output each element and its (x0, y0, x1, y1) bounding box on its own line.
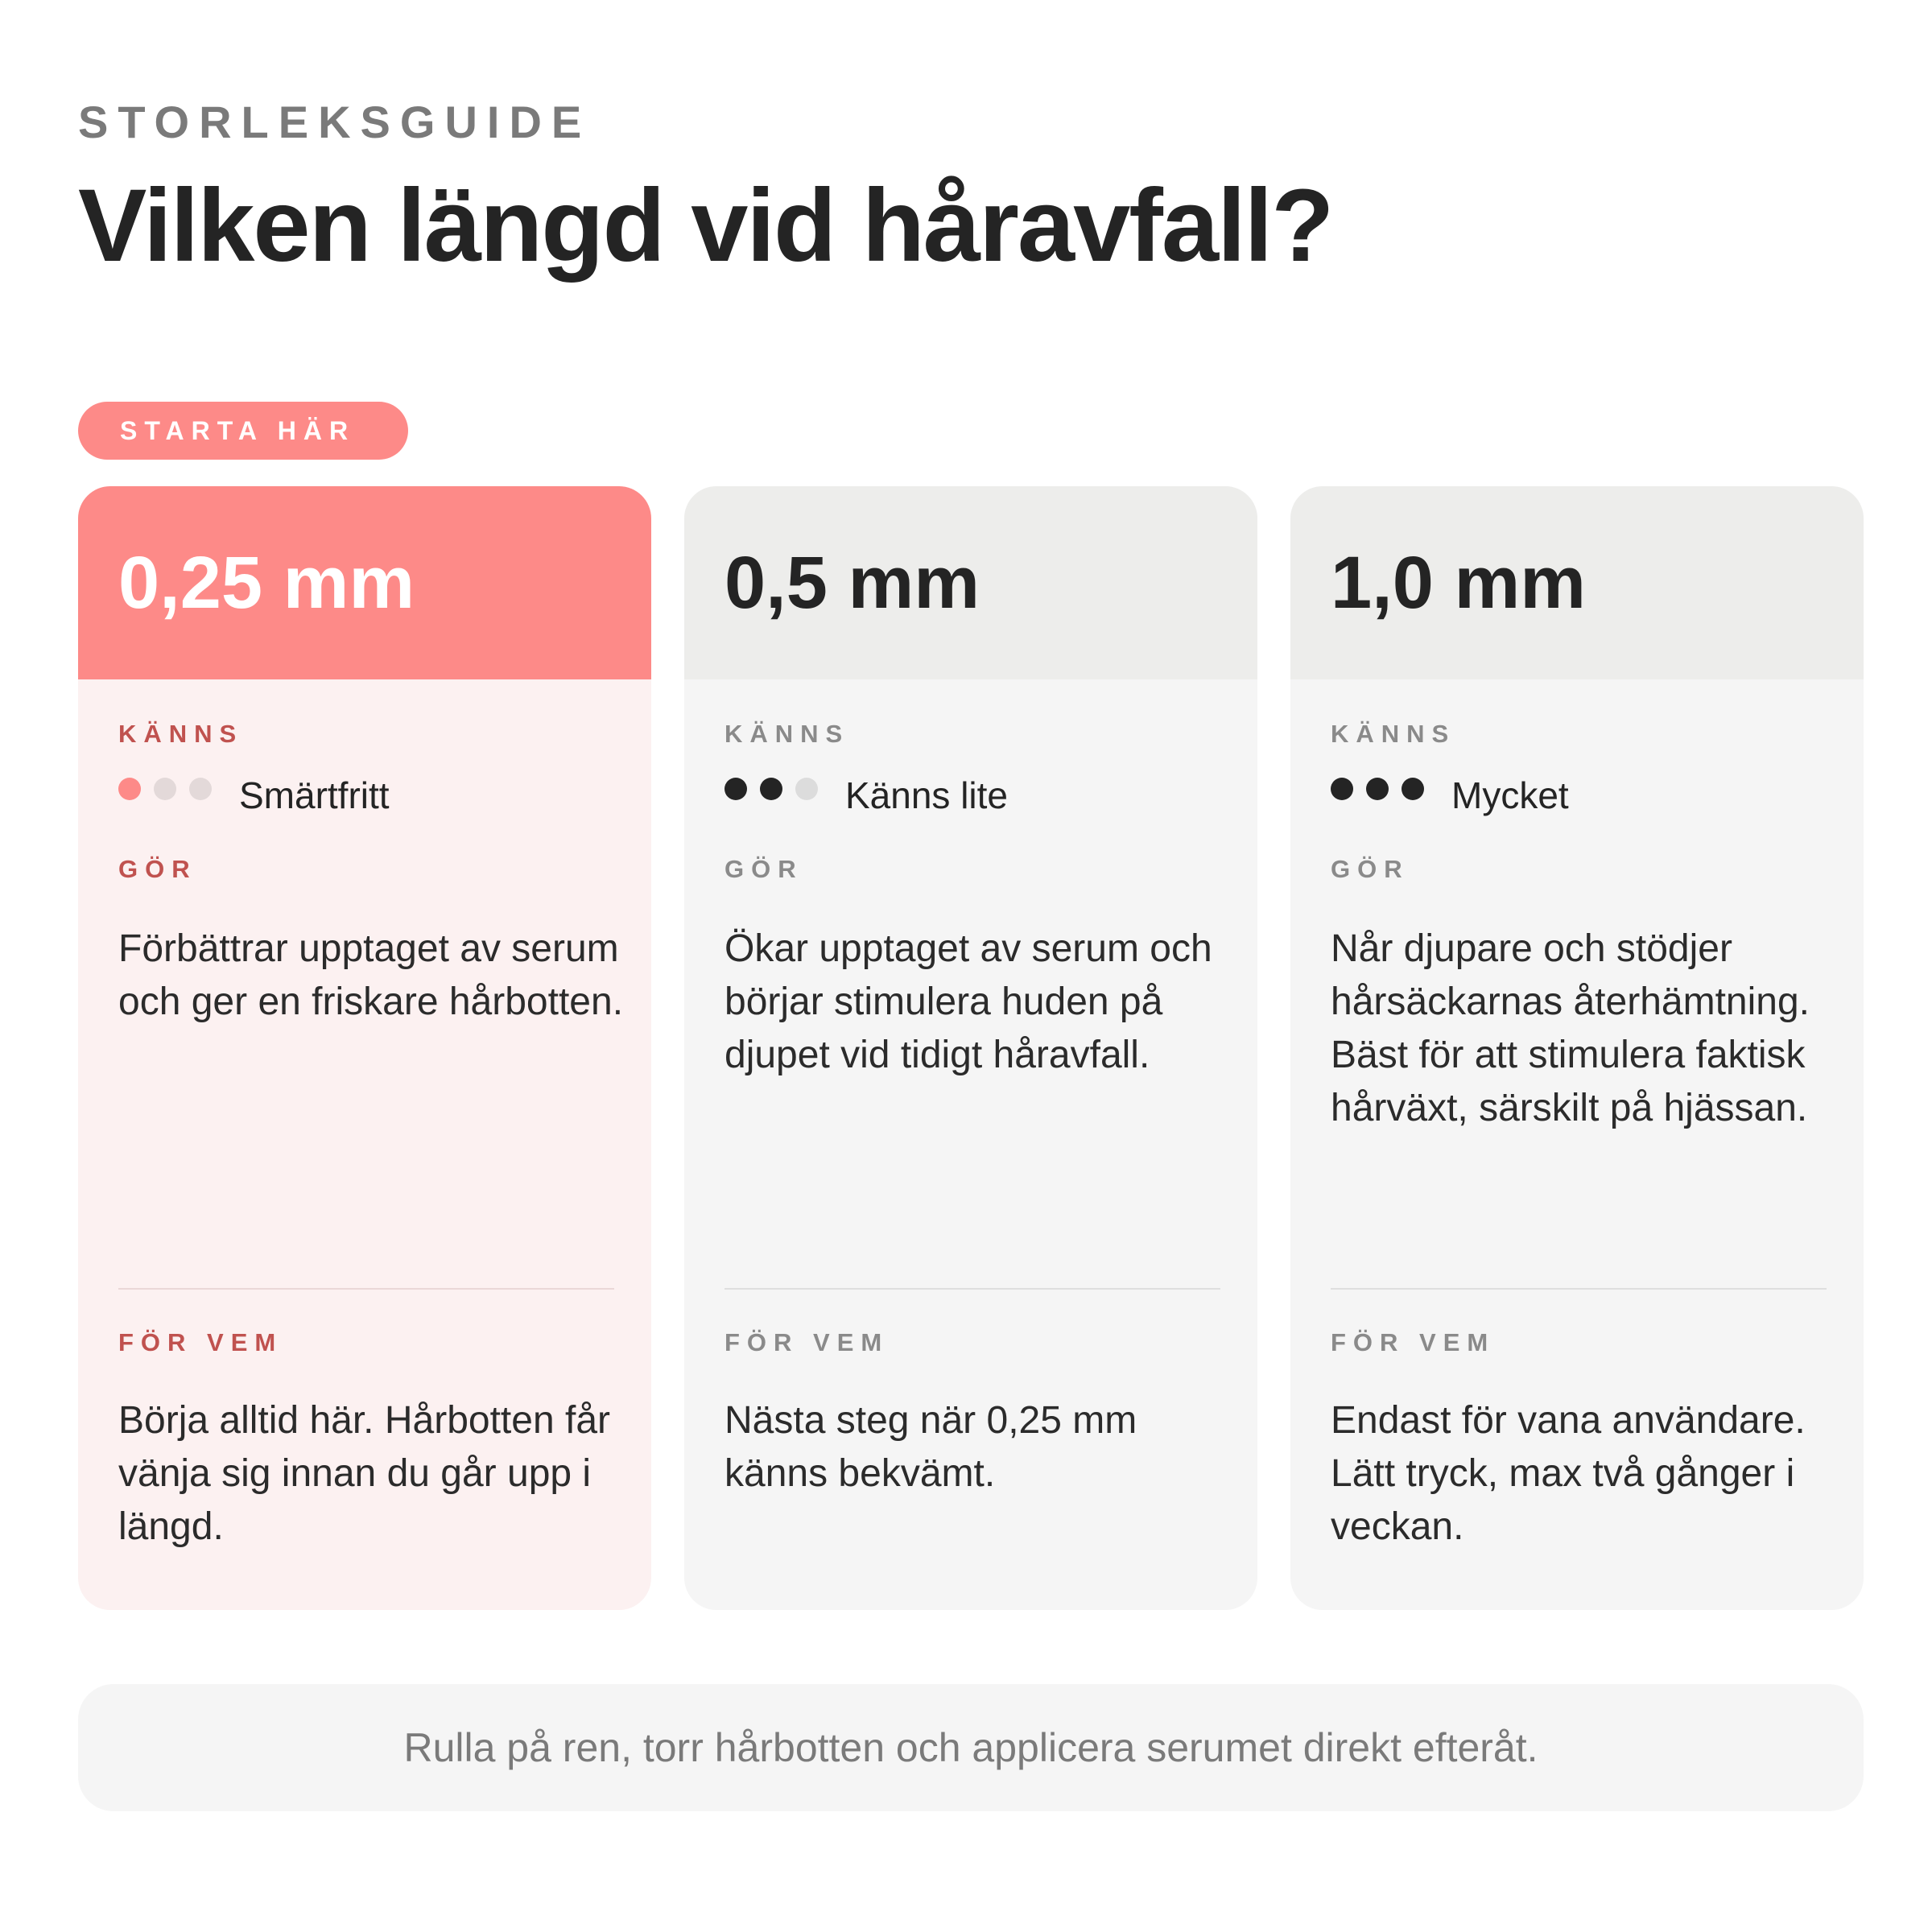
page-title: Vilken längd vid håravfall? (78, 168, 1333, 283)
for-whom-description: Börja alltid här. Hårbotten får vänja sig innan du går upp i längd. (118, 1399, 610, 1548)
usage-tip: Rulla på ren, torr hårbotten och applicera serumet direkt efteråt. (78, 1684, 1864, 1811)
intensity-dot (189, 778, 212, 800)
intensity-indicator (118, 778, 225, 800)
needle-length: 1,0 mm (1331, 541, 1587, 624)
for-whom-description: Endast för vana användare. Lätt tryck, max två gånger i veckan. (1331, 1399, 1806, 1548)
intensity-dot (1331, 778, 1353, 800)
card-header (684, 486, 1257, 679)
intensity-dot (724, 778, 747, 800)
for-whom-description: Nästa steg när 0,25 mm känns bekvämt. (724, 1399, 1137, 1495)
does-label: GÖR (1331, 855, 1410, 883)
intensity-dot (1366, 778, 1389, 800)
does-label: GÖR (118, 855, 197, 883)
needle-length: 0,5 mm (724, 541, 980, 624)
eyebrow-label: STORLEKSGUIDE (78, 97, 592, 147)
does-description: Ökar upptaget av serum och börjar stimulera huden på djupet vid tidigt håravfall. (724, 927, 1212, 1076)
card-header (78, 486, 651, 679)
card-header (1290, 486, 1864, 679)
for-whom-label: FÖR VEM (1331, 1328, 1496, 1356)
does-description: Förbättrar upptaget av serum och ger en friskare hårbotten. (118, 927, 624, 1023)
intensity-dot (795, 778, 818, 800)
feels-label: KÄNNS (118, 720, 244, 748)
size-card-10[interactable] (1290, 486, 1864, 1610)
does-description: Når djupare och stödjer hårsäckarnas återhämtning. Bäst för att stimulera faktisk hårväxt, särskilt på hjässan. (1331, 927, 1810, 1129)
for-whom-label: FÖR VEM (724, 1328, 890, 1356)
size-card-05[interactable] (684, 486, 1257, 1610)
feels-value: Smärtfritt (239, 774, 390, 816)
for-whom-label: FÖR VEM (118, 1328, 283, 1356)
intensity-indicator (1331, 778, 1437, 800)
divider (118, 1288, 614, 1290)
intensity-indicator (724, 778, 831, 800)
feels-value: Känns lite (845, 774, 1009, 816)
divider (724, 1288, 1220, 1290)
feels-label: KÄNNS (724, 720, 850, 748)
divider (1331, 1288, 1827, 1290)
intensity-dot (1402, 778, 1424, 800)
start-here-badge: STARTA HÄR (78, 402, 408, 460)
feels-value: Mycket (1451, 774, 1569, 816)
intensity-dot (154, 778, 176, 800)
intensity-dot (118, 778, 141, 800)
needle-length: 0,25 mm (118, 541, 415, 624)
does-label: GÖR (724, 855, 803, 883)
feels-label: KÄNNS (1331, 720, 1456, 748)
size-card-025[interactable] (78, 486, 651, 1610)
intensity-dot (760, 778, 782, 800)
